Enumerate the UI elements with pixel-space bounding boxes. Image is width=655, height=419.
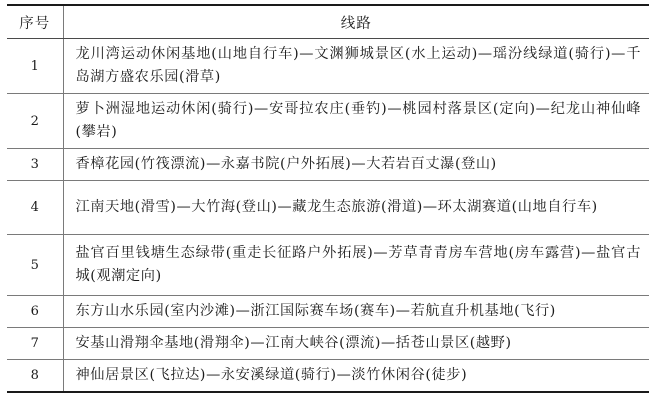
row-number: 6 bbox=[7, 296, 63, 328]
row-number: 1 bbox=[7, 39, 63, 94]
route-text: 神仙居景区(飞拉达)—永安溪绿道(骑行)—淡竹休闲谷(徒步) bbox=[63, 360, 649, 393]
table-row bbox=[7, 94, 649, 149]
row-number: 5 bbox=[7, 235, 63, 296]
route-text: 江南天地(滑雪)—大竹海(登山)—藏龙生态旅游(滑道)—环太湖赛道(山地自行车) bbox=[63, 181, 649, 235]
table-row bbox=[7, 149, 649, 181]
row-number: 2 bbox=[7, 94, 63, 149]
route-text: 龙川湾运动休闲基地(山地自行车)—文渊狮城景区(水上运动)—瑶汾线绿道(骑行)—千岛湖方盛农乐园(滑草) bbox=[63, 39, 649, 94]
table-row bbox=[7, 235, 649, 296]
route-text: 盐官百里钱塘生态绿带(重走长征路户外拓展)—芳草青青房车营地(房车露营)—盐官古城(观潮定向) bbox=[63, 235, 649, 296]
header-row bbox=[7, 5, 649, 39]
row-number: 8 bbox=[7, 360, 63, 393]
table-row bbox=[7, 39, 649, 94]
table-row bbox=[7, 296, 649, 328]
route-text: 安基山滑翔伞基地(滑翔伞)—江南大峡谷(漂流)—括苍山景区(越野) bbox=[63, 328, 649, 360]
row-number: 3 bbox=[7, 149, 63, 181]
route-text: 东方山水乐园(室内沙滩)—浙江国际赛车场(赛车)—若航直升机基地(飞行) bbox=[63, 296, 649, 328]
route-text: 萝卜洲湿地运动休闲(骑行)—安哥拉农庄(垂钓)—桃园村落景区(定向)—纪龙山神仙峰(攀岩) bbox=[63, 94, 649, 149]
row-number: 7 bbox=[7, 328, 63, 360]
header-serial-number: 序号 bbox=[7, 5, 63, 39]
table-row bbox=[7, 360, 649, 393]
table-row bbox=[7, 181, 649, 235]
route-table bbox=[7, 4, 649, 393]
table-row bbox=[7, 328, 649, 360]
row-number: 4 bbox=[7, 181, 63, 235]
header-route: 线路 bbox=[63, 5, 649, 39]
route-text: 香樟花园(竹筏漂流)—永嘉书院(户外拓展)—大若岩百丈瀑(登山) bbox=[63, 149, 649, 181]
